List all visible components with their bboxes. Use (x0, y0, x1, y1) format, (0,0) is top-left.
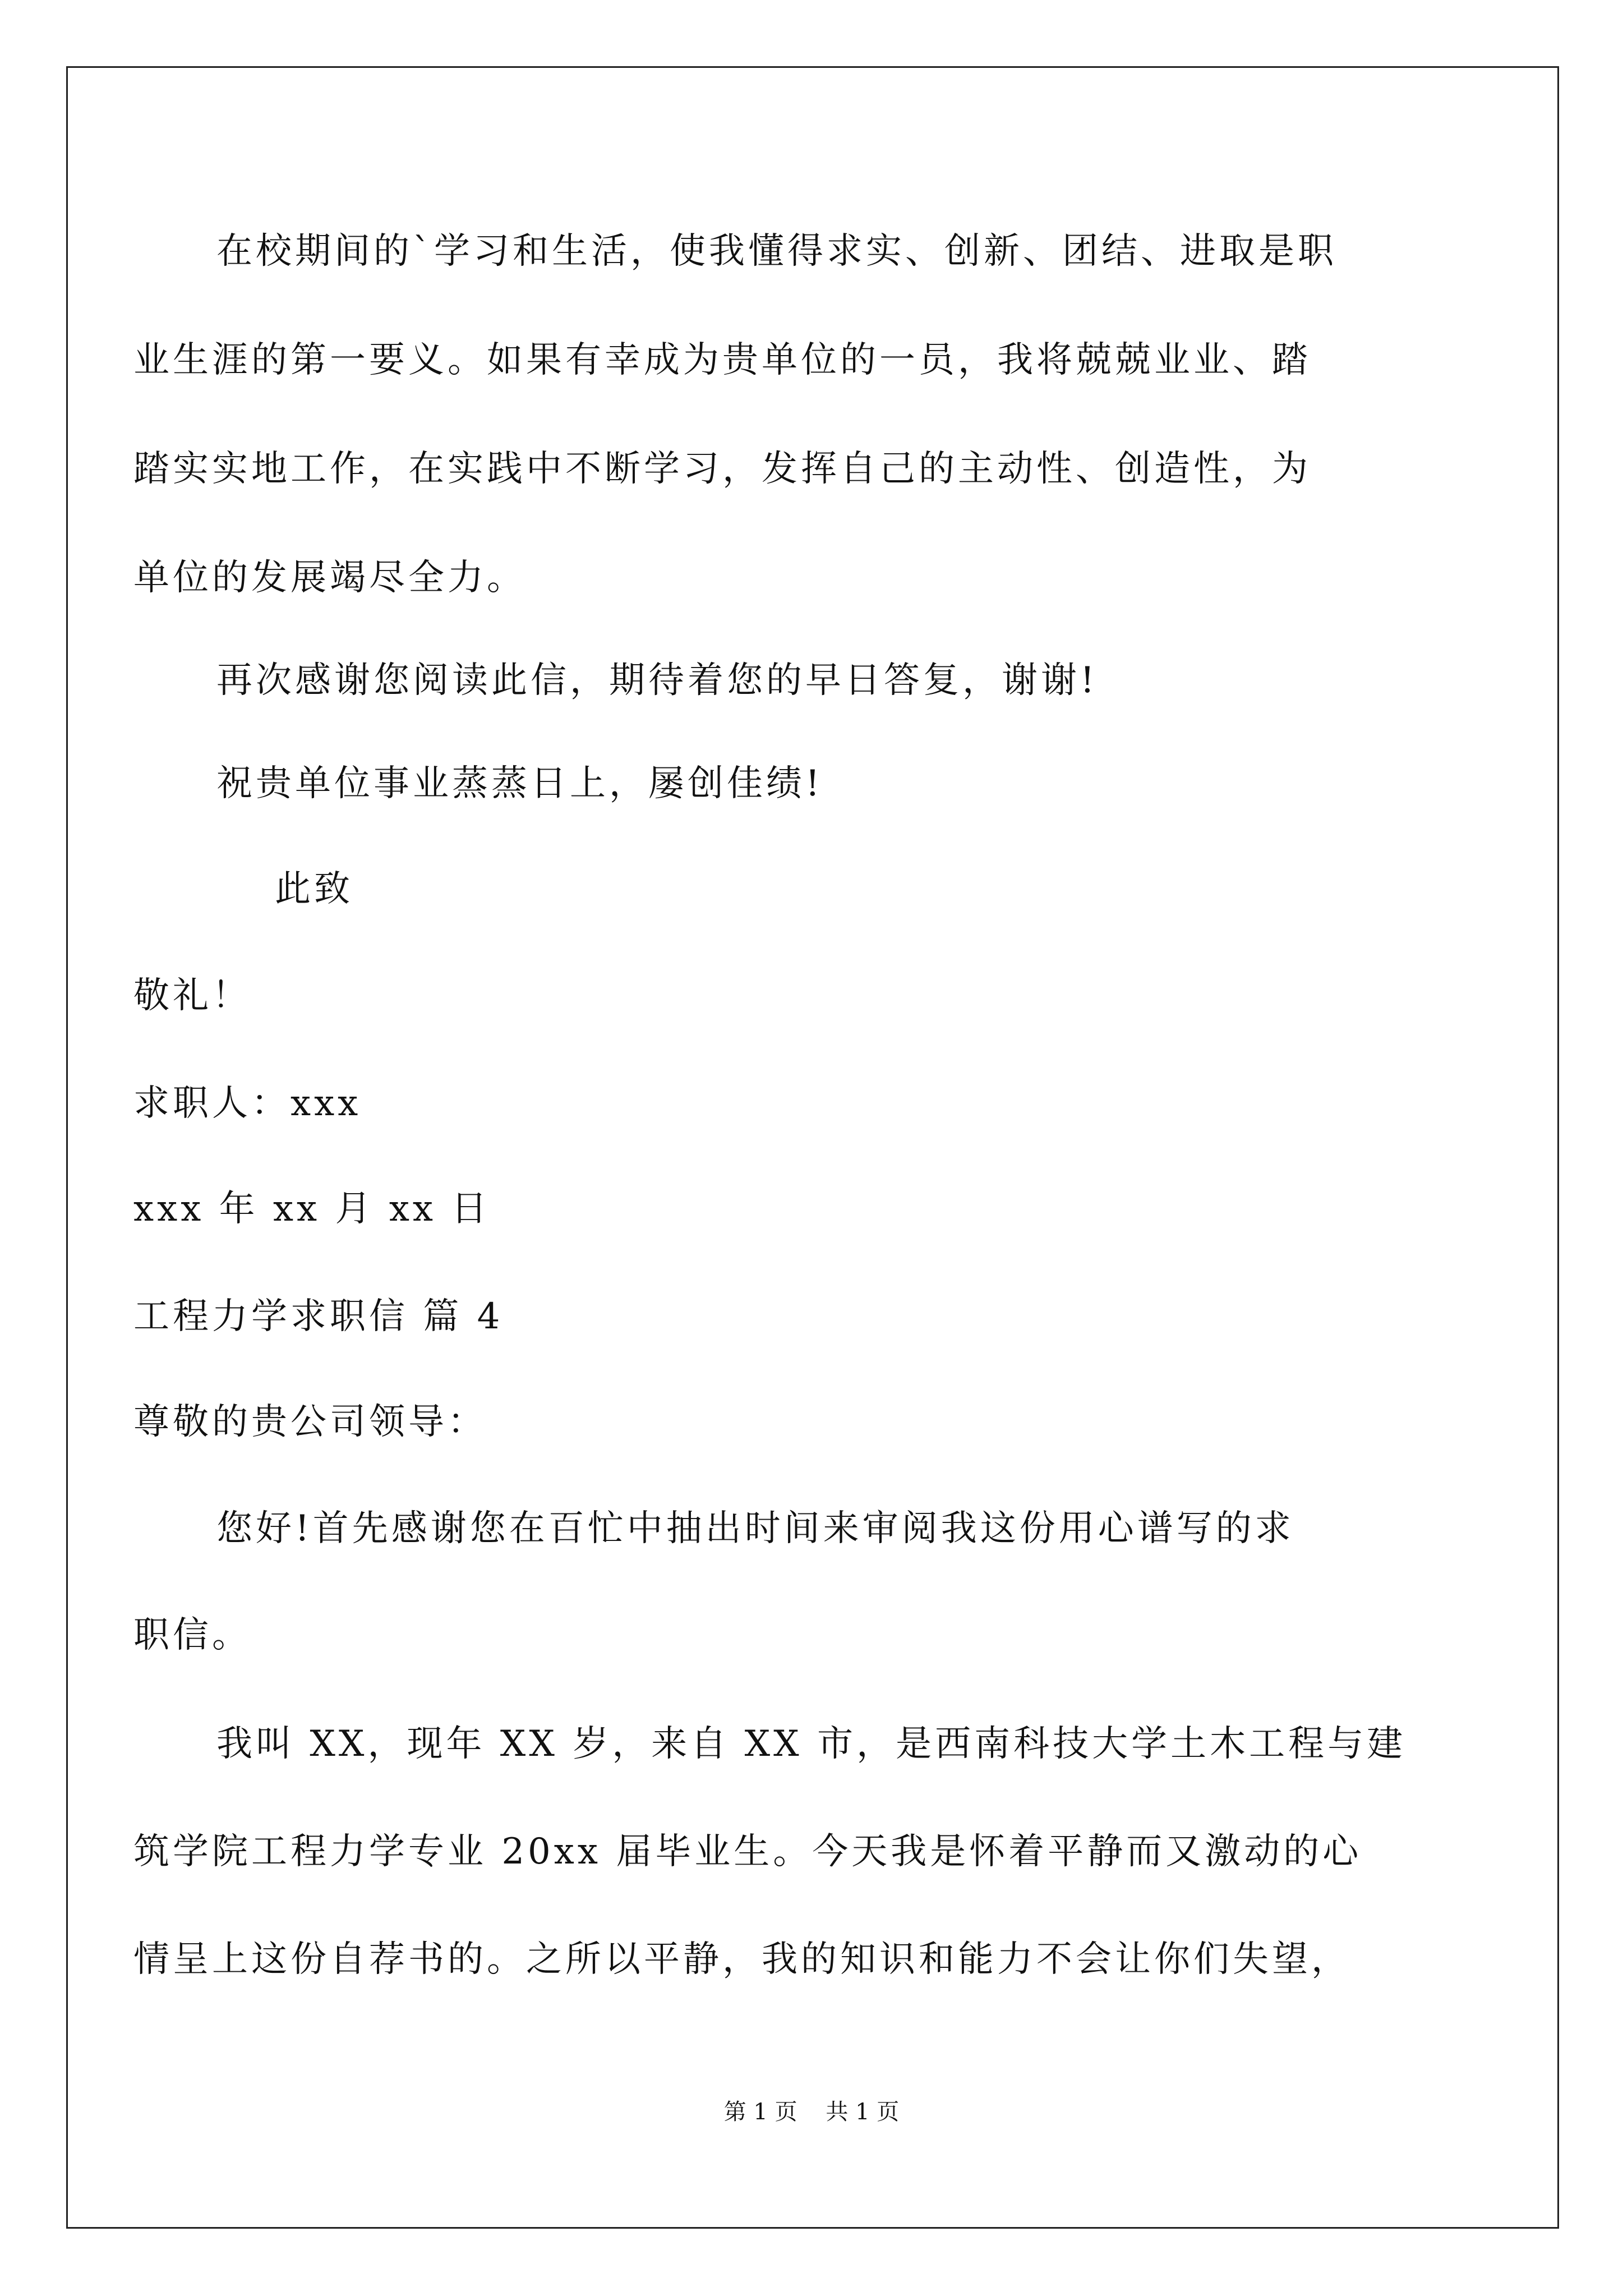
text-line: 职信。 (133, 1614, 251, 1656)
text-line: 祝贵单位事业蒸蒸日上，屡创佳绩! (216, 763, 823, 804)
text-line: 情呈上这份自荐书的。之所以平静，我的知识和能力不会让你们失望， (133, 1939, 1350, 1980)
text-line: 在校期间的`学习和生活，使我懂得求实、创新、团结、进取是职 (216, 231, 1337, 272)
letter-date: xxx 年 xx 月 xx 日 (133, 1188, 491, 1230)
text-line: 业生涯的第一要义。如果有幸成为贵单位的一员，我将兢兢业业、踏 (133, 339, 1311, 381)
page-number: 第 1 页 共 1 页 (723, 2099, 900, 2125)
greeting: 尊敬的贵公司领导： (133, 1401, 487, 1443)
closing-respect: 敬礼！ (133, 975, 251, 1016)
page-frame (66, 66, 1559, 2229)
text-line: 再次感谢您阅读此信，期待着您的早日答复，谢谢! (216, 660, 1098, 701)
text-line: 单位的发展竭尽全力。 (133, 557, 526, 599)
text-line: 筑学院工程力学专业 20xx 届毕业生。今天我是怀着平静而又激动的心 (133, 1831, 1362, 1872)
section-title: 工程力学求职信 篇 4 (133, 1296, 504, 1337)
text-line: 您好!首先感谢您在百忙中抽出时间来审阅我这份用心谱写的求 (216, 1508, 1294, 1549)
closing-salutation: 此致 (275, 868, 353, 910)
applicant-signature: 求职人：xxx (133, 1083, 362, 1124)
text-line: 踏实实地工作，在实践中不断学习，发挥自己的主动性、创造性，为 (133, 448, 1311, 490)
text-line: 我叫 XX，现年 XX 岁，来自 XX 市，是西南科技大学土木工程与建 (216, 1723, 1407, 1765)
